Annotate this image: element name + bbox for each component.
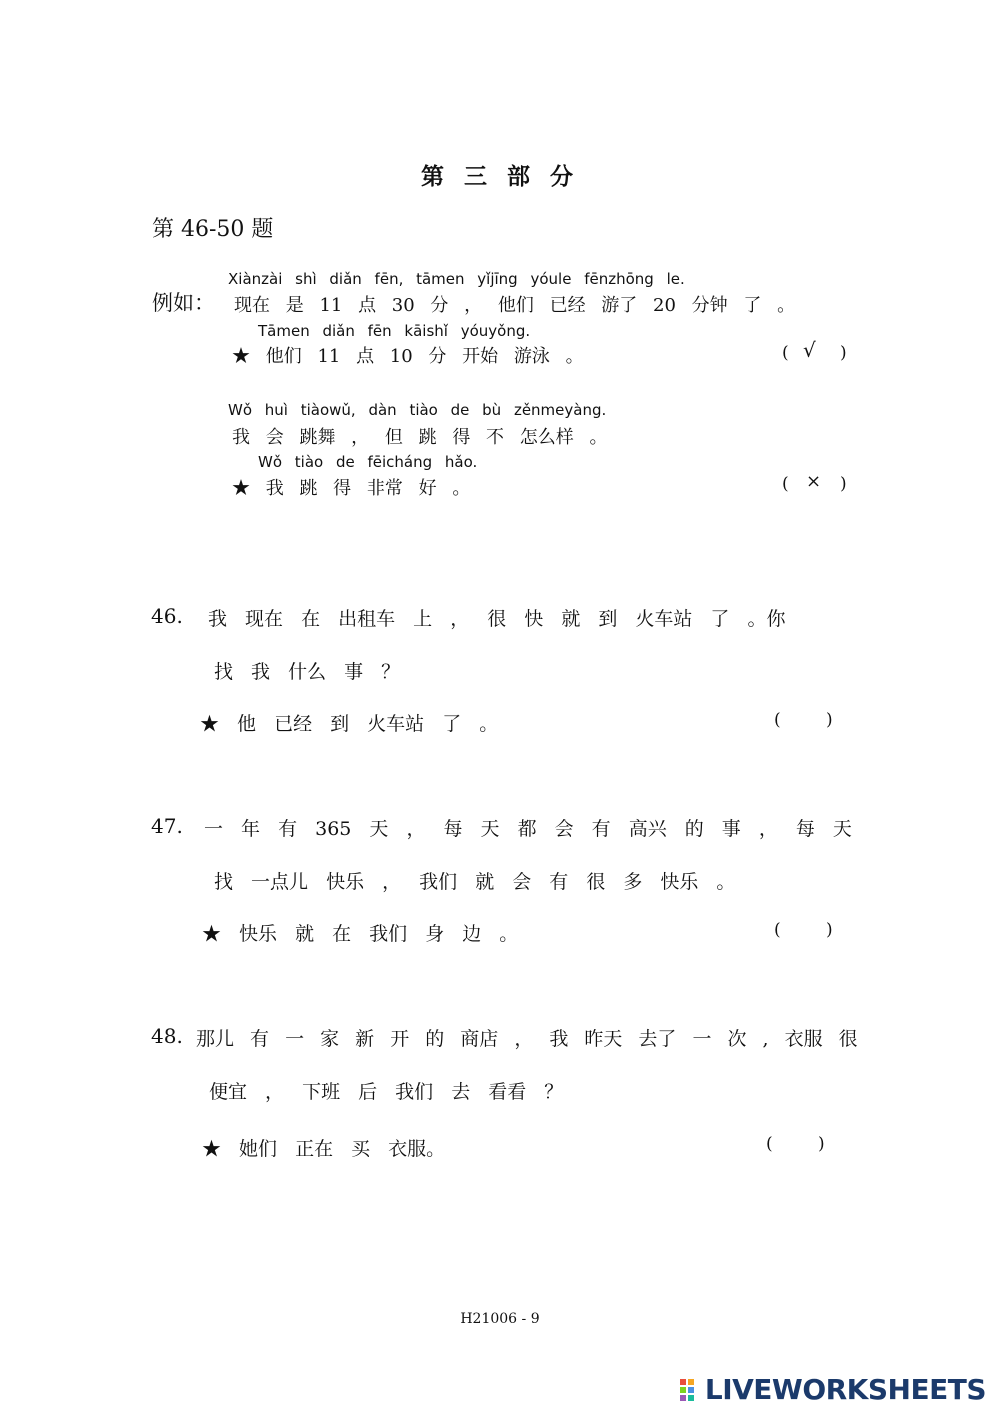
example1-statement-pinyin: Tāmen diǎn fēn kāishǐ yóuyǒng. <box>258 322 531 340</box>
section-heading: 第 46-50 题 <box>152 217 274 242</box>
question-46-line2: 找 我 什么 事 ？ <box>214 661 401 683</box>
question-48-number: 48. <box>151 1024 183 1048</box>
question-47-line2: 找 一点儿 快乐 ， 我们 就 会 有 很 多 快乐 。 <box>214 871 736 893</box>
liveworksheets-logo[interactable] <box>680 1373 986 1406</box>
question-47-line1: 一 年 有 365 天 ， 每 天 都 会 有 高兴 的 事 ， 每 天 <box>204 818 852 840</box>
question-46-answer-box[interactable]: ( ) <box>774 710 833 730</box>
liveworksheets-logo-text: LIVEWORKSHEETS <box>704 1373 986 1406</box>
example1-pinyin: Xiànzài shì diǎn fēn, tāmen yǐjīng yóule fēnzhōng le. <box>228 270 685 288</box>
example2-paren-right: ) <box>840 474 847 494</box>
example2-text: 我 会 跳舞 ， 但 跳 得 不 怎么样 。 <box>232 427 608 448</box>
example2-statement: ★ 我 跳 得 非常 好 。 <box>232 478 471 499</box>
example1-text: 现在 是 11 点 30 分 ， 他们 已经 游了 20 分钟 了 。 <box>234 295 796 316</box>
example2-statement-pinyin: Wǒ tiào de fēicháng hǎo. <box>258 453 478 471</box>
question-48-statement: ★ 她们 正在 买 衣服。 <box>202 1138 446 1160</box>
page-title: 第 三 部 分 <box>420 163 580 190</box>
example1-statement: ★ 他们 11 点 10 分 开始 游泳 。 <box>232 346 584 367</box>
example2-paren-left: ( <box>782 474 789 494</box>
question-48-answer-box[interactable]: ( ) <box>766 1134 825 1154</box>
question-46-statement: ★ 他 已经 到 火车站 了 。 <box>200 713 499 735</box>
example2-pinyin: Wǒ huì tiàowǔ, dàn tiào de bù zěnmeyàng. <box>228 401 607 419</box>
liveworksheets-logo-icon <box>680 1375 702 1397</box>
question-46-line1: 我 现在 在 出租车 上 ， 很 快 就 到 火车站 了 。你 <box>208 608 786 630</box>
page-footer: H21006 - 9 <box>460 1311 540 1327</box>
question-48-line2: 便宜 ， 下班 后 我们 去 看看 ？ <box>209 1081 564 1103</box>
question-47-number: 47. <box>151 814 183 838</box>
example-label: 例如： <box>152 291 215 315</box>
question-47-answer-box[interactable]: ( ) <box>774 920 833 940</box>
question-47-statement: ★ 快乐 就 在 我们 身 边 。 <box>202 923 519 945</box>
example1-paren-right: ) <box>840 343 847 363</box>
example2-answer: × <box>806 471 822 492</box>
example1-answer: √ <box>803 338 816 362</box>
question-48-line1: 那儿 有 一 家 新 开 的 商店 ， 我 昨天 去了 一 次 , 衣服 很 <box>196 1028 858 1050</box>
example1-paren-left: ( <box>782 343 789 363</box>
question-46-number: 46. <box>151 604 183 628</box>
